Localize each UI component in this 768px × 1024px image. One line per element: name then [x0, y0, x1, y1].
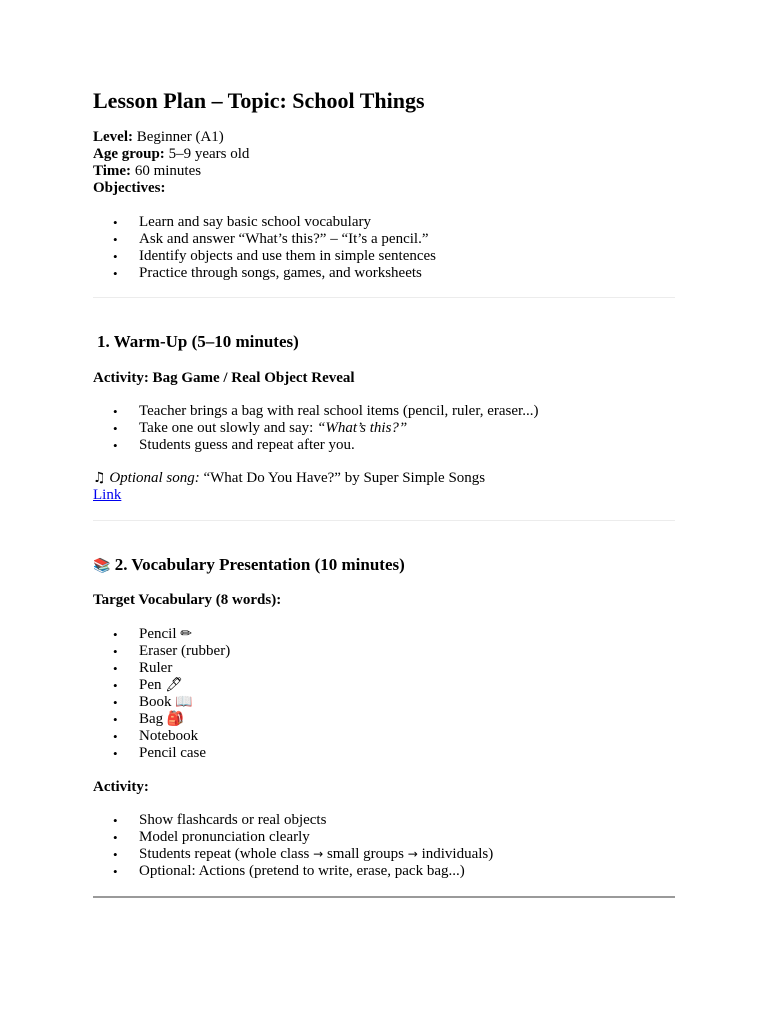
vocab-word: Pen: [139, 677, 162, 693]
step-quote: “What’s this?”: [317, 420, 408, 436]
warmup-heading: 1. Warm-Up (5–10 minutes): [97, 332, 299, 351]
vocab-heading: [93, 555, 405, 576]
time-label: Time:: [93, 163, 132, 179]
list-item: • Teacher brings a bag with real school items (pencil, ruler, eraser...): [93, 403, 538, 420]
pencil-icon: ✏: [180, 626, 192, 642]
list-item: • Pencil case: [93, 745, 230, 762]
section-divider: [93, 297, 675, 298]
optional-song-text: “What Do You Have?” by Super Simple Songs: [203, 470, 486, 486]
books-icon: 📚: [93, 558, 111, 574]
optional-song-note: [93, 470, 485, 487]
lesson-meta: [93, 129, 249, 197]
music-note-icon: ♫: [93, 470, 106, 486]
age-label: Age group:: [93, 146, 165, 162]
list-item: • Identify objects and use them in simple sentences: [93, 248, 436, 265]
level-value: Beginner (A1): [136, 129, 224, 145]
time-line: [93, 163, 249, 180]
objectives-list: [93, 214, 436, 282]
step-text: Take one out slowly and say:: [139, 420, 318, 436]
warmup-activity-label: Activity: Bag Game / Real Object Reveal: [93, 370, 355, 386]
list-item: [93, 846, 493, 863]
section-divider: [93, 896, 675, 898]
objectives-label: Objectives:: [93, 180, 166, 196]
arrow-right-icon: →: [313, 847, 324, 861]
step-text: small groups: [323, 846, 408, 862]
level-line: [93, 129, 249, 146]
warmup-steps-list: [93, 403, 538, 454]
vocab-word: Bag: [139, 711, 164, 727]
pen-icon: 🖊: [165, 677, 184, 693]
arrow-right-icon: →: [407, 847, 418, 861]
list-item: [93, 626, 230, 643]
page-title: Lesson Plan – Topic: School Things: [93, 88, 425, 113]
list-item: [93, 677, 230, 694]
vocab-word: Book: [139, 694, 172, 710]
list-item: • Ruler: [93, 660, 230, 677]
list-item: • Notebook: [93, 728, 230, 745]
vocab-list: [93, 626, 230, 762]
age-line: [93, 146, 249, 163]
list-item: • Eraser (rubber): [93, 643, 230, 660]
song-link[interactable]: Link: [93, 487, 122, 503]
vocab-heading-text: 2. Vocabulary Presentation (10 minutes): [114, 555, 405, 574]
time-value: 60 minutes: [134, 163, 202, 179]
list-item: • Learn and say basic school vocabulary: [93, 214, 436, 231]
vocab-activity-list: [93, 812, 493, 880]
section-divider: [93, 520, 675, 521]
list-item: [93, 711, 230, 728]
backpack-icon: 🎒: [166, 711, 185, 727]
list-item: • Students guess and repeat after you.: [93, 437, 538, 454]
vocab-word: Pencil: [139, 626, 177, 642]
list-item: • Show flashcards or real objects: [93, 812, 493, 829]
list-item: • Practice through songs, games, and worksheets: [93, 265, 436, 282]
step-text: Students repeat (whole class: [139, 846, 314, 862]
book-icon: 📖: [175, 694, 193, 710]
vocab-activity-label: Activity:: [93, 779, 149, 795]
age-value: 5–9 years old: [168, 146, 250, 162]
target-vocab-label: Target Vocabulary (8 words):: [93, 592, 282, 608]
list-item: [93, 420, 538, 437]
step-text: individuals): [417, 846, 494, 862]
list-item: [93, 694, 230, 711]
optional-song-label: Optional song:: [109, 470, 200, 486]
level-label: Level:: [93, 129, 133, 145]
objectives-line: [93, 180, 249, 197]
list-item: • Model pronunciation clearly: [93, 829, 493, 846]
list-item: • Optional: Actions (pretend to write, erase, pack bag...): [93, 863, 493, 880]
list-item: • Ask and answer “What’s this?” – “It’s a pencil.”: [93, 231, 436, 248]
